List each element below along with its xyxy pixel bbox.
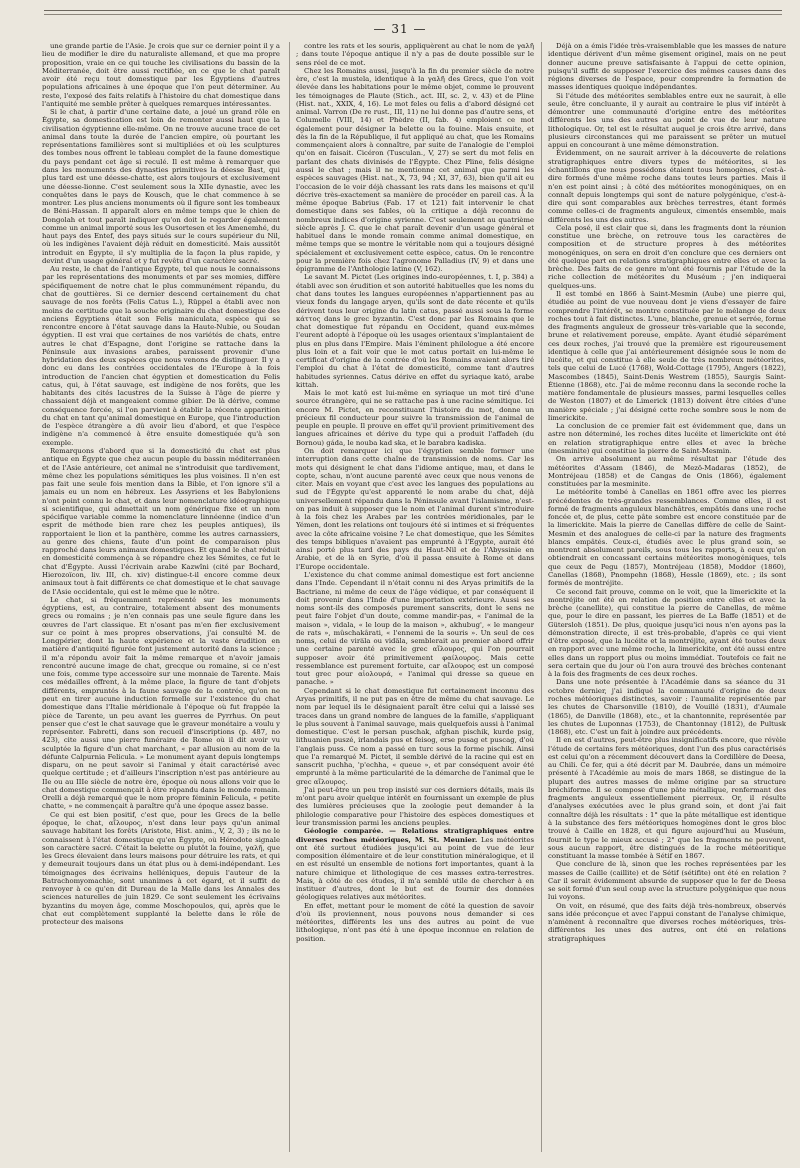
text-column-3 xyxy=(548,42,786,1154)
paragraph: Déjà on a émis l'idée très-vraisemblable que les masses de nature identique dérivent d'un même gisement originel, mais on ne peut donner aucune preuve satisfaisante à l'appui de cette opinion, puisqu'il suffit de supposer l'exercice des mêmes causes dans des régions diverses de l'espace, pour comprendre la formation de masses identiques quoique indépendantes. xyxy=(548,42,786,92)
paragraph: Si l'étude des météorites semblables entre eux ne saurait, à elle seule, être concluante, il y aurait au contraire le plus vif intérêt à démontrer une communauté d'origine entre des météorites différents les uns des autres au point de vue de leur nature lithologique. Or, tel est le résultat auquel je crois être arrivé, dans plusieurs circonstances qui me paraissent se prêter un mutuel appui en concourant à une même démonstration. xyxy=(548,91,786,150)
paragraph: Le météorite tombé à Canellas en 1861 offre avec les pierres précédentes de très-grandes ressemblances. Comme elles, il est formé de fragments anguleux blanchâtres, empâtés dans une roche foncée et, de plus, cette pâte sombre est encore constituée par de la limerickite. Mais la pierre de Canellas diffère de celle de Saint-Mesmin et des analogues de celle-ci par la nature des fragments blancs empâtés. Ceux-ci, étudiés avec le plus grand soin, se montrent absolument pareils, sous tous les rapports, à ceux qu'on obtiendrait en concassant certains météorites monogéniques, tels que ceux de Pegu (1857), Montréjeau (1858), Moddor (1860), Canellas (1868), Pnompehn (1868), Hessle (1869), etc. ; ils sont formés de montréjite. xyxy=(548,488,786,588)
paragraph: Cela posé, il est clair que si, dans les fragments dont la réunion constitue une brèche, on retrouve tous les caractères de composition et de structure propres à des météorites monogéniques, on sera en droit d'en conclure que ces derniers ont été quelque part en relations stratigraphiques entre elles et avec la brèche. Des faits de ce genre m'ont été fournis par l'étude de la riche collection de météorites du Muséum ; j'en indiquerai quelques-uns. xyxy=(548,223,786,290)
paragraph: Il est tombé en 1866 à Saint-Mesmin (Aube) une pierre qui, étudiée au point de vue nouveau dont je viens d'essayer de faire comprendre l'intérêt, se montre constituée par le mélange de deux roches tout à fait distinctes. L'une, blanche, grenue et serrée, forme des fragments anguleux de grosseur très-variable que la seconde, brune et relativement poreuse, empâte. Ayant étudié séparément ces deux roches, j'ai trouvé que la première est rigoureusement identique à celle que j'ai antérieurement désignée sous le nom de lucéite, et qui constitue à elle seule de très nombreux météorites, tels que celui de Lucé (1768), Wold-Cottage (1795), Angers (1822), Mascombes (1845), Saint-Denis Westrem (1855), Saurgis Saint-Étienne (1868), etc. J'ai de même reconnu dans la seconde roche la matière fondamentale de plusieurs masses, parmi lesquelles celles de Weston (1807) et de Limerick (1813) doivent être citées d'une manière spéciale ; j'ai désigné cette roche sombre sous le nom de limerickite. xyxy=(548,289,786,422)
paragraph: On arrive absolument au même résultat par l'étude des météorites d'Assam (1846), de Mezö-Madaras (1852), de Montréjeau (1858) et de Cangas de Onis (1866), également constituées par la mesminite. xyxy=(548,455,786,489)
paragraph: On doit remarquer ici que l'égyptien semble former une interruption dans cette chaîne de transmission de noms. Car les mots qui désignent le chat dans l'idiome antique, mau, et dans le copte, schau, n'ont aucune parenté avec ceux que nous venons de citer. Mais en voyant que c'est avec les langues des populations au sud de l'Égypte qu'est apparenté le nom arabe du chat, déjà universellement répandu dans la Péninsule avant l'islamisme, n'est-on pas induit à supposer que le nom et l'animal durent s'introduire à la fois chez les Arabes par les contrées méridionales, par le Yémen, dont les relations ont toujours été si intimes et si fréquentes avec la côte africaine voisine ? Le chat domestique, que les Sémites des temps bibliques n'avaient pas emprunté à l'Égypte, aurait été ainsi porté plus tard des pays du Haut-Nil et de l'Abyssinie en Arabie, et de là en Syrie, d'où il passa ensuite à Rome et dans l'Europe occidentale. xyxy=(296,447,534,571)
paragraph: Si le chat, à partir d'une certaine date, a joué un grand rôle en Égypte, sa domestication est loin de remonter aussi haut que la civilisation égyptienne elle-même. On ne trouve aucune trace de cet animal dans toute la durée de l'ancien empire, où pourtant les représentations familières sont si multipliées et où les sculptures des tombes nous offrent le tableau complet de la faune domestique du pays pendant cet âge si reculé. Il est même à remarquer que dans les monuments des dynasties primitives la déesse Bast, qui plus tard est une déesse-chatte, est alors toujours et exclusivement une déesse-lionne. C'est seulement sous la XIIe dynastie, avec les conquêtes dans le pays de Kousch, que le chat commence à se montrer. Les plus anciens monuments où il figure sont les tombeaux de Béni-Hassan. Il apparaît alors en même temps que le chien de Dongolah et tout paraît indiquer qu'on doit le regarder également comme un animal importé sous les Ousortesen et les Amenemhé, du haut pays des Entef, des pays situés sur le cours supérieur du Nil, où les indigènes l'avaient déjà réduit en domesticité. Mais aussitôt introduit en Égypte, il s'y multiplia de la façon la plus rapide, y devint d'un usage général et y fut revêtu d'un caractère sacré. xyxy=(42,108,280,265)
paragraph: Remarquons d'abord que si la domesticité du chat est plus antique en Égypte que chez aucun peuple du bassin méditerranéen et de l'Asie antérieure, cet animal ne s'introduisit que tardivement, même chez les populations sémitiques les plus voisines. Il n'en est pas fait une seule fois mention dans la Bible, et l'on ignore s'il a jamais eu un nom en hébreux. Les Assyriens et les Babyloniens n'ont point connu le chat, et dans leur nomenclature idéographique si scientifique, qui admettait un nom générique fixe et un nom spécifique variable comme la nomenclature linnéenne (indice d'un esprit de méthode bien rare chez les peuples antiques), ils rapportaient le lion et la panthère, comme les autres carnassiers, au genre des chiens, faute d'un point de comparaison plus rapproché dans leurs animaux domestiques. Et quand le chat réduit en domesticité commença à se répandre chez les Sémites, ce fut le chat d'Égypte. Aussi l'écrivain arabe Kazwîni (cité par Bochard, Hierozoïcon, liv. III, ch. xiv) distingue-t-il encore comme deux animaux tout à fait différents ce chat domestique et le chat sauvage de l'Asie occidentale, qui est le même que le nôtre. xyxy=(42,447,280,596)
page-number: — 31 — xyxy=(373,22,427,36)
paragraph: Évidemment, on ne saurait arriver à la découverte de relations stratigraphiques entre divers types de météorites, si les échantillons que nous possédons étaient tous homogènes, c'est-à-dire formés d'une même roche dans toutes leurs parties. Mais il n'en est point ainsi ; à côté des météorites monogéniques, on en connaît depuis longtemps qui sont de nature polygénique, c'est-à-dire qui sont comparables aux brèches terrestres, étant formés comme celles-ci de fragments anguleux, cimentés ensemble, mais différents les uns des autres. xyxy=(548,149,786,224)
paragraph: Chez les Romains aussi, jusqu'à la fin du premier siècle de notre ère, c'est la mustela, identique à la γαλῆ des Grecs, que l'on voit élevée dans les habitations pour le même objet, comme le prouvent les témoignages de Plaute (Stich., act. III, sc. 2, v. 43) et de Pline (Hist. nat., XXIX, 4, 16). Le mot feles ou felis a d'abord désigné cet animal. Varron (De re rust., III, 11) ne lui donne pas d'autre sens, et Columelle (VIII, 14) et Phèdre (II, fab. 4) emploient ce mot également pour désigner la belette ou la fouine. Mais ensuite, et dès la fin de la République, il fut appliqué au chat, que les Romains commençaient alors à connaître, par suite de l'analogie de l'emploi qu'on en faisait. Cicéron (Tusculan., V, 27) se sert du mot felis en parlant des chats divinisés de l'Égypte. Chez Pline, felis désigne aussi le chat ; mais il ne mentionne cet animal que parmi les espèces sauvages (Hist. nat., X, 73, 94 ; XI, 37, 63), bien qu'il ait eu l'occasion de le voir déjà chassant les rats dans les maisons et qu'il décrive très-exactement sa manière de procéder en pareil cas. À la même époque Babrius (Fab. 17 et 121) fait intervenir le chat domestique dans ses fables, où la critique a déjà reconnu de nombreux indices d'origine syrienne. C'est seulement au quatrième siècle après J. C. que le chat paraît devenir d'un usage général et habituel dans le monde romain comme animal domestique, en même temps que se montre le véritable nom qui a toujours désigné spécialement et exclusivement cette espèce, catus. On le rencontre pour la première fois chez l'agronome Palladius (IV, 9) et dans une épigramme de l'Anthologie latine (V, 162). xyxy=(296,66,534,274)
column-divider xyxy=(541,42,542,1152)
paragraph: Dans une note présentée à l'Académie dans sa séance du 31 octobre dernier, j'ai indiqué la communauté d'origine de deux roches météoriques distinctes, savoir : l'aumalite représentée par les chutes de Charsonville (1810), de Vouillé (1831), d'Aumale (1865), de Danville (1868), etc., et la chantonnite, représentée par les chutes de Luponnas (1753), de Chantonnay (1812), de Pultusk (1868), etc. C'est un fait à joindre aux précédents. xyxy=(548,678,786,737)
paragraph: Ce second fait prouve, comme on le voit, que la limerickite et la montréjite ont été en relation de position entre elles et avec la brèche (canellite), qui constitue la pierre de Canellas, de même que, pour le dire en passant, les pierres de La Baffe (1851) et de Gütersloh (1851). De plus, quoique jusqu'ici nous n'en ayons pas la démonstration directe, il est très-probable, d'après ce qui vient d'être exposé, que la lucéite et la montréjite, ayant été toutes deux en rapport avec une même roche, la limerickite, ont été aussi entre elles dans un rapport plus ou moins immédiat. Toutefois ce fait ne sera certain que du jour où l'on aura trouvé des brèches contenant à la fois des fragments de ces deux roches. xyxy=(548,587,786,679)
paragraph: Cependant si le chat domestique fut certainement inconnu des Aryas primitifs, il ne put pas en être de même du chat sauvage. Le nom par lequel ils le désignaient paraît être celui qui a laissé ses traces dans un grand nombre de langues de la famille, s'appliquant le plus souvent à l'animal sauvage, mais quelquefois aussi à l'animal domestique. C'est le persan puschak, afghan pischik, kurde psig, lithuanien puszé, irlandais pus et feisog, erse pusag et puscag, d'où l'anglais puss. Ce nom a passé en turc sous la forme pischik. Ainsi que l'a remarqué M. Pictet, il semble dérivé de la racine qui est en sanscrit puchha, 'p'echha, « queue », et par conséquent avoir été emprunté à la même particularité de la démarche de l'animal que le grec αἴλουρος. xyxy=(296,686,534,786)
text-column-1 xyxy=(42,42,280,1154)
paragraph: Que conclure de là, sinon que les roches représentées par les masses de Caille (caillite) et de Sétif (sétifite) ont été en relation ? Car il serait évidemment absurde de supposer que le fer de Deesa se soit formé d'un seul coup avec la structure polygénique que nous lui voyons. xyxy=(548,860,786,902)
paragraph: une grande partie de l'Asie. Je crois que sur ce dernier point il y a lieu de modifier le dire du naturaliste allemand, et que ma propre proposition, vraie en ce qui touche les civilisations du bassin de la Méditerranée, doit être aussi rectifiée, en ce que le chat paraît avoir été reçu tout domestique par les Égyptiens d'autres populations africaines à une époque que l'on peut déterminer. Au reste, l'exposé des faits relatifs à l'histoire du chat domestique dans l'antiquité me semble prêter à quelques remarques intéressantes. xyxy=(42,42,280,108)
paragraph: contre les rats et les souris, appliquèrent au chat le nom de γαλῆ ; dans toute l'époque antique il n'y a pas de doute possible sur le sens réel de ce mot. xyxy=(296,42,534,67)
paragraph: On voit, en résumé, que des faits déjà très-nombreux, observés sans idée préconçue et avec l'appui constant de l'analyse chimique, n'amènent à reconnaître que diverses roches météoriques, très-différentes les unes des autres, ont été en relations stratigraphiques xyxy=(548,901,786,943)
header-rule-inner xyxy=(44,14,782,15)
column-divider xyxy=(289,42,290,1152)
paragraph: En effet, mettant pour le moment de côté la question de savoir d'où ils proviennent, nous pouvons nous demander si ces météorites, différents les uns des autres au point de vue lithologique, n'ont pas été à une époque inconnue en relation de position. xyxy=(296,901,534,943)
paragraph: Mais le mot katô est lui-même en syriaque un mot tiré d'une source étrangère, qui ne se rattache pas à une racine sémitique. Ici encore M. Pictet, en reconstituant l'histoire du mot, donne un précieux fil conducteur pour suivre la transmission de l'animal de peuple en peuple. Il prouve en effet qu'il provient primitivement des langues africaines et dérive du type qui a produit l'affadeh (du Bornou) gáda, le nouba kad ska, et le barabra kadiska. xyxy=(296,389,534,447)
paragraph: Il en est d'autres, peut-être plus insignificatifs encore, que révèle l'étude de certains fers météoriques, dont l'un des plus caractérisés est celui qu'on a récemment découvert dans la Cordillère de Deesa, au Chili. Ce fer, qui a été décrit par M. Daubrée, dans un mémoire présenté à l'Académie au mois de mars 1868, se distingue de la plupart des autres masses de même origine par sa structure bréchiforme. Il se compose d'une pâte métallique, renfermant des fragments anguleux essentiellement pierreux. Or, il résulte d'analyses exécutées avec le plus grand soin, et dont j'ai fait connaître déjà les résultats : 1° que la pâte métallique est identique à la substance des fers météoriques homogènes dont le gros bloc trouvé à Caille en 1828, et qui figure aujourd'hui au Muséum, fournit le type le mieux accusé ; 2° que les fragments ne peuvent, sous aucun rapport, être distingués de la roche météoritique constituant la masse tombée à Sétif en 1867. xyxy=(548,736,786,861)
paragraph: Le chat, si fréquemment représenté sur les monuments égyptiens, est, au contraire, totalement absent des monuments grecs ou romains ; je n'en connais pas une seule figure dans les œuvres de l'art classique. Et n'osant pas m'en fier exclusivement sur ce point à mes propres observations, j'ai consulté M. de Longpérier, dont la haute expérience et la vaste érudition en matière d'antiquité figurée font justement autorité dans la science ; il m'a répondu avoir fait la même remarque et n'avoir jamais rencontré aucune image de chat, grecque ou romaine, si ce n'est une fois, comme type accessoire sur une monnaie de Tarente. Mais ces médailles offrent, à la même place, la figure de tant d'objets différents, empruntés à la faune sauvage de la contrée, qu'on ne peut en tirer aucune induction formelle sur l'existence du chat domestique dans l'Italie méridionale à l'époque où fut frappée la pièce de Tarente, un peu avant les guerres de Pyrrhus. On peut penser que c'est le chat sauvage que le graveur monétaire a voulu y représenter. Fabretti, dans son recueil d'inscriptions (p. 487, no 423), cite aussi une pierre funéraire de Rome où il dit avoir vu sculptée la figure d'un chat marchant, « par allusion au nom de la défunte Calpurnia Felicula. » Le monument ayant depuis longtemps disparu, on ne peut savoir si l'animal y était caractérisé avec quelque certitude ; et d'ailleurs l'inscription n'est pas antérieure au IIe ou au IIIe siècle de notre ère, époque où nous allons voir que le chat domestique commençait à être répandu dans le monde romain. Orelli a déjà remarqué que le nom propre féminin Felicula, « petite chatte, » ne commençait à paraître qu'à une époque assez basse. xyxy=(42,595,280,811)
paragraph: Au reste, le chat de l'antique Égypte, tel que nous le connaissons par les représentations des monuments et par ses momies, diffère spécifiquement de notre chat le plus communément répandu, du chat de gouttières. Si ce dernier descend certainement du chat sauvage de nos forêts (Felis Catus L.), Rüppel a établi avec non moins de certitude que la souche originaire du chat domestique des anciens Égyptiens était son Felis maniculata, espèce qui se rencontre encore à l'état sauvage dans la Haute-Nubie, ou Soudan égyptien. Il est vrai que certaines de nos variétés de chats, entre autres le chat d'Espagne, dont l'origine se rattache dans la Péninsule aux invasions arabes, paraissent provenir d'une hybridation des deux espèces que nous venons de distinguer. Il y a donc eu dans les contrées occidentales de l'Europe à la fois introduction de l'ancien chat égyptien et domestication du Felis catus, qui, à l'état sauvage, est indigène de nos forêts, que les habitants des cités lacustres de la Suisse à l'âge de pierre y chassaient déjà et mangeaient comme gibier. De là dérive, comme conséquence forcée, si l'on parvient à établir la récente apparition du chat en tant qu'animal domestique en Europe, que l'introduction de l'espèce étrangère a dû avoir lieu d'abord, et que l'espèce indigène n'a commencé à être ensuite domestiquée qu'à son exemple. xyxy=(42,265,280,447)
paragraph: Le savant M. Pictet (Les origines indo-européennes, t. I, p. 384) a établi avec son érudition et son autorité habituelles que les noms du chat dans toutes les langues européennes n'appartiennent pas au vieux fonds du langage aryen, qu'ils sont de date récente et qu'ils dérivent tous leur origine du latin catus, passé aussi sous la forme κάττος dans le grec byzantin. C'est donc par les Romains que le chat domestique fut répandu en Occident, quand eux-mêmes l'eurent adopté à l'époque où les usages orientaux s'implantaient de plus en plus dans l'Empire. Mais l'éminent philologue a été encore plus loin et a fait voir que le mot catus portait en lui-même le certificat d'origine de la contrée d'où les Romains avaient alors tiré l'emploi du chat à l'état de domesticité, comme tant d'autres habitudes syriennes. Catus dérive en effet du syriaque kató, arabe kittah. xyxy=(296,273,534,389)
text-column-2 xyxy=(296,42,534,1154)
paragraph: J'ai peut-être un peu trop insisté sur ces derniers détails, mais ils m'ont paru avoir quelque intérêt en fournissant un exemple de plus des lumières précieuses que la zoologie peut demander à la philologie comparative pour l'histoire des espèces domestiques et leur transmission parmi les anciens peuples. xyxy=(296,785,534,827)
paragraph: Ce qui est bien positif, c'est que, pour les Grecs de la belle époque, le chat, αἴλουρος, n'est dans leur pays qu'un animal sauvage habitant les forêts (Aristote, Hist. anim., V, 2, 3) ; ils ne le connaissent à l'état domestique qu'en Égypte, où Hérodote signale son caractère sacré. C'était la belette ou plutôt la fouine, γαλῆ, que les Grecs élevaient dans leurs maisons pour détruire les rats, et qui y demeurait toujours dans un état plus ou à demi-indépendant. Les témoignages des écrivains helléniques, depuis l'auteur de la Batrachomyomachie, sont unanimes à cet égard, et il suffit de renvoyer à ce qu'en dit Dureau de la Malle dans les Annales des sciences naturelles de juin 1829. Ce sont seulement les écrivains byzantins du moyen âge, comme Moschopoulos, qui, après que le chat eut complètement supplanté la belette dans le rôle de protecteur des maisons xyxy=(42,810,280,927)
paragraph: L'existence du chat comme animal domestique est fort ancienne dans l'Inde. Cependant il n'était connu ni des Aryas primitifs de la Bactriane, ni même de ceux de l'âge védique, et par conséquent il doit provenir dans l'Inde d'une importation extérieure. Aussi ses noms sont-ils des composés purement sanscrits, dont le sens ne peut faire l'objet d'un doute, comme mandir-pas, « l'animal de la maison », vidala, « le loup de la maison », akhubug', « le mangeur de rats », mûschakârati, « l'ennemi de la souris ». Un seul de ces noms, celui de vira̅la ou vida̅la, semblerait au premier abord offrir une certaine parenté avec le grec αἴλουρος, qui l'on pourrait supposer avoir été primitivement φαίλουρος. Mais cette ressemblance est purement fortuite, car αἴλουρος est un composé tout grec pour αἰολουρά, « l'animal qui dresse sa queue en panache. » xyxy=(296,571,534,687)
header-rule xyxy=(44,10,782,11)
paragraph: La conclusion de ce premier fait est évidemment que, dans un astre non déterminé, les roches dites lucéite et limerickite ont été en relation stratigraphique entre elles et avec la brèche (mesminite) qui constitue la pierre de Saint-Mesmin. xyxy=(548,422,786,456)
section-heading: Géologie comparée. — Relations stratigraphiques entre diverses roches météoriques, M. St. Meunier. xyxy=(296,827,534,844)
section-paragraph xyxy=(296,827,534,901)
section-text: Les météorites ont été surtout étudiées jusqu'ici au point de vue de leur composition élémentaire et de leur constitution minéralogique, et il en est résulté un ensemble de notions fort importantes, quant à la nature chimique et lithologique de ces masses extra-terrestres. Mais, à côté de ces études, il m'a semblé utile de chercher à en instituer d'autres, dont le but est de fournir des données géologiques relatives aux météorites. xyxy=(296,835,534,902)
